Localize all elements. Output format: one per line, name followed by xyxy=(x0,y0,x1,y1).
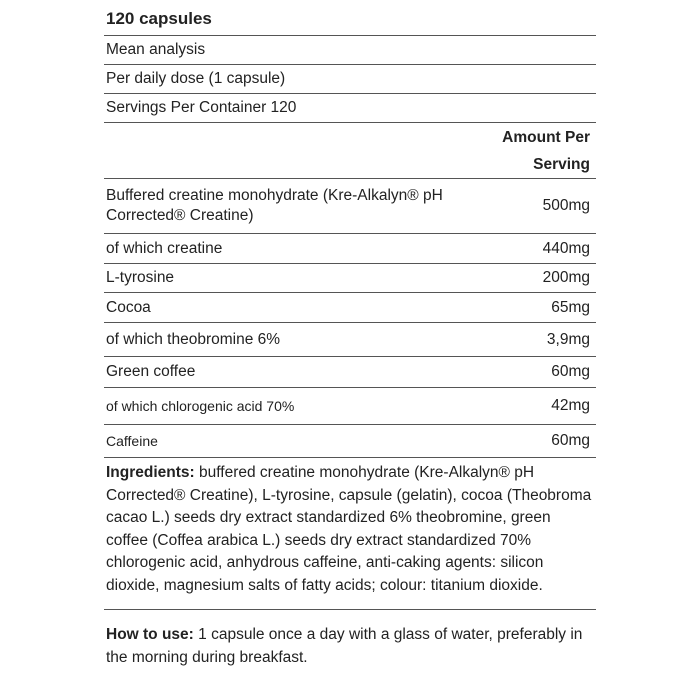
nutrient-row xyxy=(104,323,596,357)
amount-heading xyxy=(502,124,594,178)
how-to-use-label: How to use: xyxy=(106,626,194,643)
ingredients-label: Ingredients: xyxy=(106,464,195,481)
nutrient-row xyxy=(104,388,596,425)
nutrient-amount: 60mg xyxy=(551,432,590,449)
amount-heading-row xyxy=(104,123,596,179)
nutrient-row xyxy=(104,293,596,323)
mean-analysis-label: Mean analysis xyxy=(106,41,206,58)
nutrient-amount: 60mg xyxy=(551,363,590,380)
amount-heading-line1: Amount Per xyxy=(502,128,590,146)
how-to-use-paragraph xyxy=(104,610,596,669)
nutrient-name: of which creatine xyxy=(106,239,223,257)
nutrient-row xyxy=(104,425,596,458)
nutrient-amount: 42mg xyxy=(551,397,590,414)
daily-dose-row xyxy=(104,65,596,94)
nutrient-amount: 500mg xyxy=(542,197,590,214)
ingredients-text: buffered creatine monohydrate (Kre-Alkalyn® pH Corrected® Creatine), L-tyrosine, capsule (gelatin), cocoa (Theobroma cacao L.) seeds dry extract standardized 6% theobromine, green coffee (Coffea arabica L.) seeds dry extract standardized 70% chlorogenic acid, anhydrous caffeine, anti-caking agents: silicon dioxide, magnesium salts of fatty acids; colour: titanium dioxide. xyxy=(106,464,592,594)
servings-row xyxy=(104,94,596,123)
how-to-use-text: 1 capsule once a day with a glass of water, preferably in the morning during breakfast. xyxy=(106,626,583,666)
nutrient-amount: 65mg xyxy=(551,298,590,316)
nutrient-name: Buffered creatine monohydrate (Kre-Alkalyn® pH Corrected® Creatine) xyxy=(106,187,443,224)
ingredients-paragraph xyxy=(104,458,596,610)
nutrient-amount: 3,9mg xyxy=(546,330,590,348)
mean-analysis-row xyxy=(104,36,596,65)
amount-heading-line2: Serving xyxy=(533,155,590,173)
nutrient-row xyxy=(104,234,596,264)
nutrient-name: Caffeine xyxy=(106,433,158,449)
nutrient-name: L-tyrosine xyxy=(106,269,175,286)
nutrient-name: of which chlorogenic acid 70% xyxy=(106,398,295,414)
nutrient-name: Cocoa xyxy=(106,298,151,316)
daily-dose-label: Per daily dose (1 capsule) xyxy=(106,70,286,87)
nutrient-row xyxy=(104,264,596,293)
nutrient-name: of which theobromine 6% xyxy=(106,330,281,348)
servings-label: Servings Per Container 120 xyxy=(106,99,297,116)
supplement-facts-panel xyxy=(104,0,596,669)
nutrient-amount: 440mg xyxy=(542,239,590,257)
package-size-title: 120 capsules xyxy=(104,0,596,36)
nutrient-row xyxy=(104,357,596,388)
nutrient-row xyxy=(104,179,596,234)
nutrient-amount: 200mg xyxy=(542,269,590,286)
nutrient-name: Green coffee xyxy=(106,363,196,380)
